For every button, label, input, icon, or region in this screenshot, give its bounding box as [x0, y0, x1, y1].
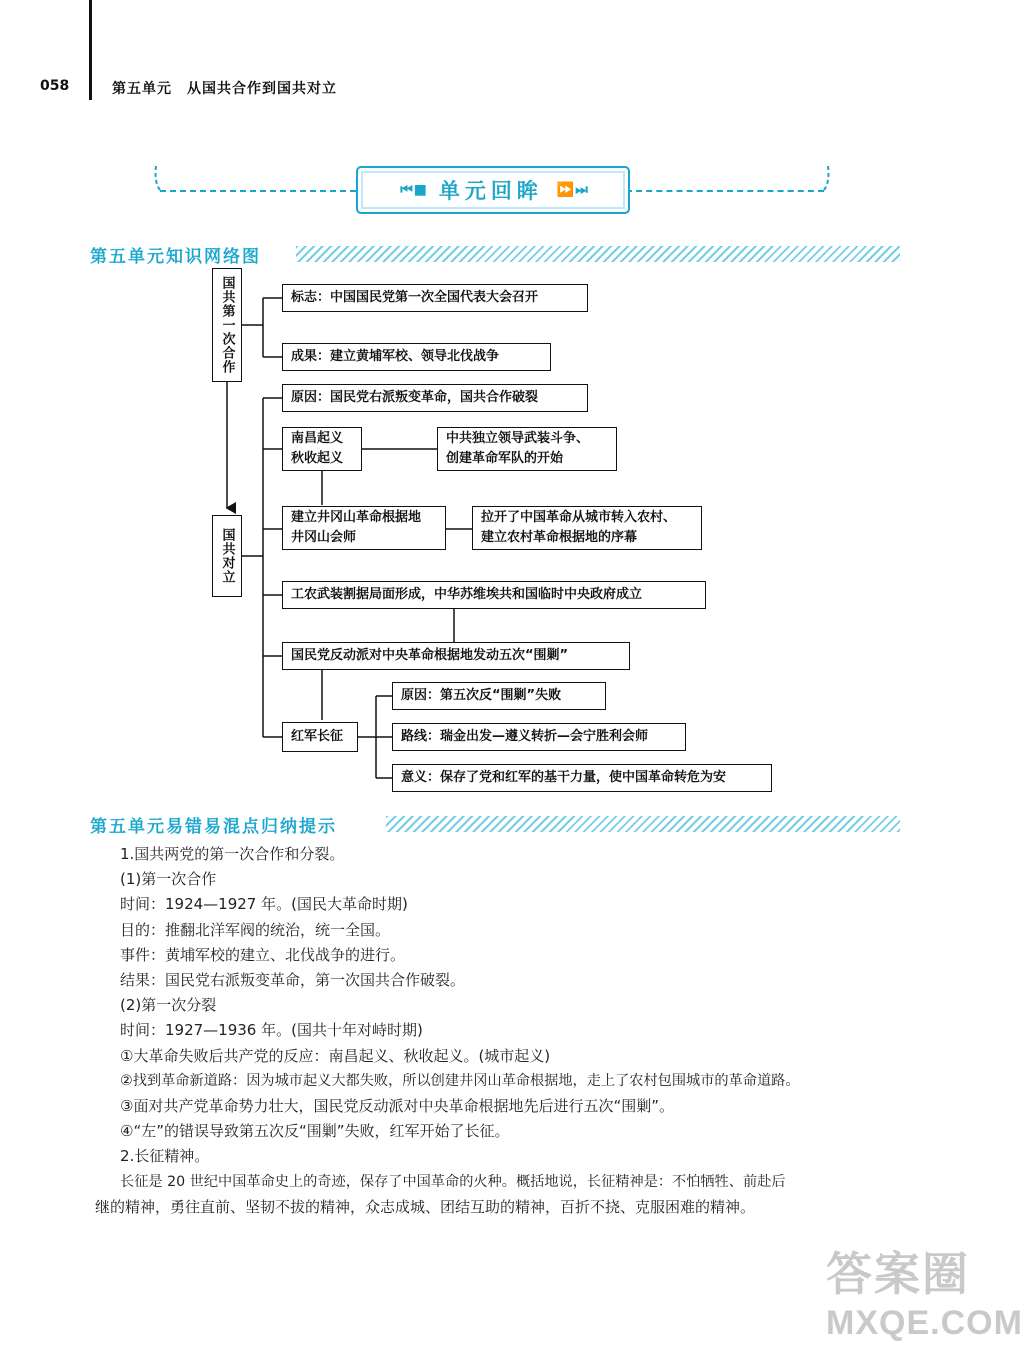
tips-line: (2)第一次分裂: [120, 996, 217, 1015]
section-title-network: 第五单元知识网络图: [90, 247, 261, 267]
rewind-icon: ⏮ ■: [400, 182, 425, 198]
node-cause: 原因：国民党右派叛变革命，国共合作破裂: [282, 384, 588, 412]
node-first-cooperation: 国共第一次合作: [212, 268, 242, 382]
tips-line: 目的：推翻北洋军阀的统治，统一全国。: [120, 920, 391, 939]
page-number: 058: [40, 78, 70, 94]
jinggangshan-base: 建立井冈山革命根据地: [291, 510, 422, 525]
uprisings-significance-line1: 中共独立领导武装斗争、: [446, 431, 590, 446]
jinggangshan-significance-line2: 建立农村革命根据地的序幕: [481, 530, 638, 545]
node-soviet-government: 工农武装割据局面形成，中华苏维埃共和国临时中央政府成立: [282, 581, 706, 609]
tips-line: ①大革命失败后共产党的反应：南昌起义、秋收起义。(城市起义): [120, 1046, 551, 1065]
node-jinggangshan: [282, 506, 446, 550]
node-uprisings: [282, 427, 362, 471]
jinggangshan-significance-line1: 拉开了中国革命从城市转入农村、: [481, 510, 677, 525]
tips-line: 结果：国民党右派叛变革命，第一次国共合作破裂。: [120, 971, 466, 990]
node-marker: 标志：中国国民党第一次全国代表大会召开: [282, 284, 588, 312]
tips-line: 1.国共两党的第一次合作和分裂。: [120, 845, 345, 863]
watermark-url: MXQE.COM: [826, 1304, 1023, 1342]
node-encirclement: 国民党反动派对中央革命根据地发动五次“围剿”: [282, 642, 630, 670]
section-hatch-2: [386, 816, 900, 832]
jinggangshan-meeting: 井冈山会师: [291, 530, 357, 545]
node-long-march: 红军长征: [282, 722, 358, 752]
unit-title: 第五单元 从国共合作到国共对立: [112, 81, 337, 97]
watermark-logo-text: 答案圈: [826, 1247, 970, 1301]
tips-line: 时间：1927—1936 年。(国共十年对峙时期): [120, 1021, 423, 1040]
autumn-harvest-uprising: 秋收起义: [291, 451, 344, 466]
node-uprisings-significance: [437, 427, 617, 471]
tips-line: (1)第一次合作: [120, 870, 217, 889]
tips-line: ③面对共产党革命势力壮大，国民党反动派对中央革命根据地先后进行五次“围剿”。: [120, 1097, 674, 1116]
node-long-march-route: 路线：瑞金出发—遵义转折—会宁胜利会师: [392, 723, 686, 751]
tips-line: ②找到革命新道路：因为城市起义大都失败，所以创建井冈山革命根据地，走上了农村包围城市的革命道路。: [120, 1072, 800, 1089]
uprisings-significance-line2: 创建革命军队的开始: [446, 451, 564, 466]
node-long-march-significance: 意义：保存了党和红军的基干力量，使中国革命转危为安: [392, 764, 772, 792]
node-jinggangshan-significance: [472, 506, 702, 550]
tips-line: 事件：黄埔军校的建立、北伐战争的进行。: [120, 945, 406, 964]
nanchang-uprising: 南昌起义: [291, 431, 344, 446]
fast-forward-icon: ⏩ ⏭: [556, 182, 586, 198]
banner-title: 单元回眸: [438, 179, 543, 203]
tips-line: ④“左”的错误导致第五次反“围剿”失败，红军开始了长征。: [120, 1122, 510, 1141]
tips-line: 长征是 20 世纪中国革命史上的奇迹，保存了中国革命的火种。概括地说，长征精神是：不怕牺牲、前赴后: [120, 1173, 786, 1190]
tips-body: [95, 842, 900, 1220]
watermark: [826, 1238, 1023, 1343]
node-long-march-cause: 原因：第五次反“围剿”失败: [392, 682, 606, 710]
section-title-tips: 第五单元易错易混点归纳提示: [90, 817, 337, 837]
node-results: 成果：建立黄埔军校、领导北伐战争: [282, 343, 551, 371]
tips-line: 继的精神，勇往直前、坚韧不拔的精神，众志成城、团结互助的精神，百折不挠、克服困难的精神。: [95, 1197, 756, 1216]
tips-line: 2.长征精神。: [120, 1147, 210, 1166]
tips-line: 时间：1924—1927 年。(国民大革命时期): [120, 895, 408, 914]
node-kmt-cpc-opposition: 国共对立: [212, 515, 242, 597]
